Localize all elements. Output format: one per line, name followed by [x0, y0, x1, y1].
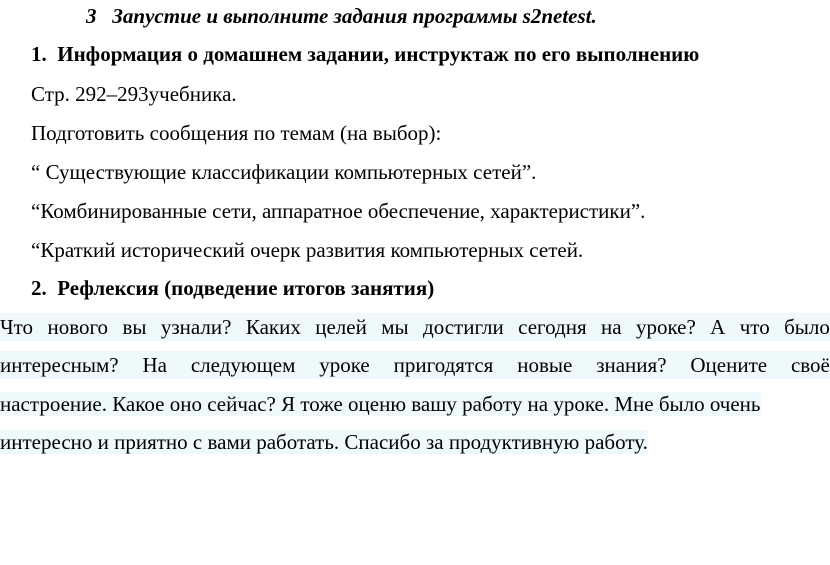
- section-title-text: Запустие и выполните задания программы s2netest.: [112, 4, 597, 28]
- reflection-line-1-words: [0, 313, 830, 341]
- reflection-line-3-text: настроение. Какое оно сейчас? Я тоже оценю вашу работу на уроке. Мне было очень: [0, 392, 761, 416]
- section-number: 3: [86, 4, 97, 28]
- reflection-word: новые: [517, 353, 573, 377]
- reflection-word: узнали?: [160, 315, 232, 339]
- item-2-heading: [31, 274, 434, 302]
- reflection-word: А: [710, 315, 726, 339]
- reflection-word: интересным?: [0, 353, 119, 377]
- reflection-word: своё: [790, 353, 830, 377]
- reflection-word: нового: [47, 315, 109, 339]
- topic-1: “ Существующие классификации компьютерных сетей”.: [31, 160, 537, 184]
- reflection-word: вы: [122, 315, 147, 339]
- reflection-word: следующем: [190, 353, 296, 377]
- topic-3: “Краткий исторический очерк развития компьютерных сетей.: [31, 238, 584, 262]
- textbook-pages-line: Стр. 292–293учебника.: [31, 82, 237, 106]
- reflection-word: что: [739, 315, 770, 339]
- reflection-word: Оцените: [690, 353, 768, 377]
- reflection-word: целей: [315, 315, 367, 339]
- prepare-messages-line: Подготовить сообщения по темам (на выбор):: [31, 121, 442, 145]
- item-2-title: Рефлексия (подведение итогов занятия): [57, 276, 435, 300]
- reflection-line-4-text: интересно и приятно с вами работать. Спасибо за продуктивную работу.: [0, 430, 648, 454]
- reflection-word: знания?: [596, 353, 667, 377]
- reflection-line-4: [0, 428, 816, 456]
- item-1-number: 1.: [31, 42, 47, 66]
- section-title: [86, 2, 597, 30]
- item-1-title: Информация о домашнем задании, инструктаж по его выполнению: [57, 42, 700, 66]
- reflection-word: уроке: [319, 353, 370, 377]
- reflection-word: сегодня: [518, 315, 587, 339]
- reflection-line-3: [0, 390, 816, 418]
- item-1-heading: [31, 40, 699, 68]
- reflection-word: Что: [0, 315, 34, 339]
- reflection-word: было: [784, 315, 830, 339]
- reflection-line-1: [0, 313, 830, 341]
- reflection-word: на: [601, 315, 622, 339]
- reflection-word: Каких: [245, 315, 301, 339]
- reflection-line-2-words: [0, 351, 830, 379]
- reflection-word: На: [142, 353, 167, 377]
- reflection-word: мы: [381, 315, 409, 339]
- reflection-word: пригодятся: [393, 353, 494, 377]
- reflection-word: достигли: [423, 315, 504, 339]
- topic-2: “Комбинированные сети, аппаратное обеспечение, характеристики”.: [31, 199, 646, 223]
- reflection-word: уроке?: [635, 315, 696, 339]
- reflection-line-2: [0, 351, 830, 379]
- item-2-number: 2.: [31, 276, 47, 300]
